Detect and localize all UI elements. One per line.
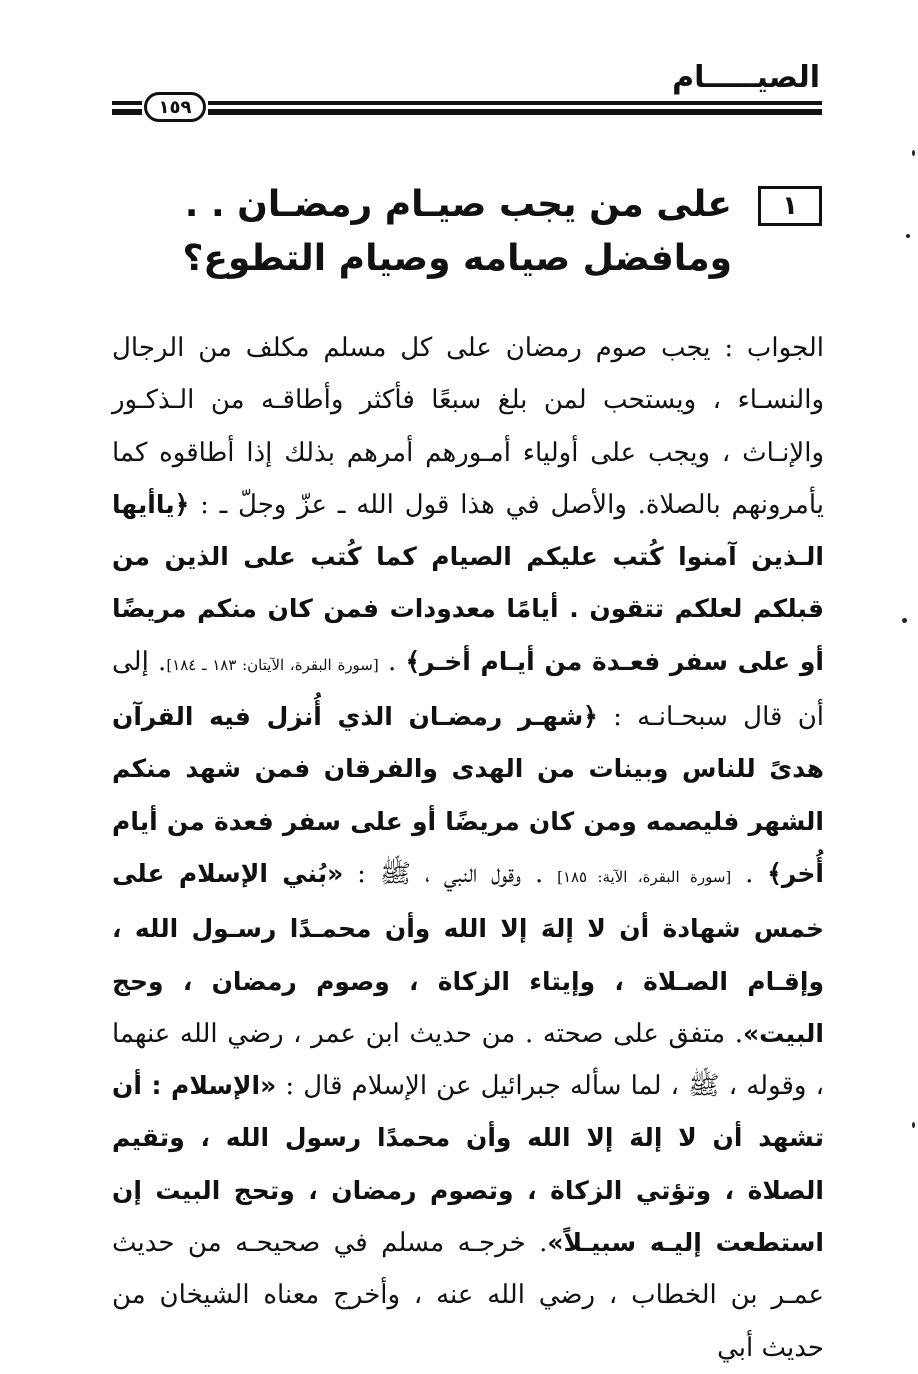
- scan-speck: [902, 618, 907, 623]
- answer-text: . خرجـه مسلم في صحيحـه من حديث عمـر بن الخطاب ، رضي الله عنه ، وأخرج معناه الشيخان من حديث أبي: [112, 1228, 824, 1363]
- quran-reference: [سورة البقرة، الآيتان: ١٨٣ ـ ١٨٤]: [166, 655, 379, 674]
- answer-text: . متفق على صحته . من حديث ابن عمر ، رضي الله عنهما ، وقوله ، ﷺ ، لما سأله جبرائيل عن الإسلام قال :: [112, 1018, 824, 1102]
- answer-text: . إلى أن قال سبحـانـه :: [112, 646, 825, 733]
- quran-reference: [سورة البقرة، الآية: ١٨٥]: [557, 867, 732, 886]
- hadith-quote: «الإسلام : أن تشهد أن لا إلهَ إلا الله وأن محمدًا رسول الله ، وتقيم الصلاة ، وتؤتي الزكاة ، وتصوم رمضان ، وتحج البيت إن استطعت إليـه سبيـلاً»: [112, 1071, 824, 1258]
- scan-speck: [906, 234, 910, 238]
- header-rule: [112, 98, 822, 120]
- scan-speck: [912, 1122, 915, 1128]
- hadith-quote: «بُني الإسلام على خمس شهادة أن لا إلهَ إلا الله وأن محمـدًا رسـول الله ، وإقـام الصـلاة ، وإيتاء الزكاة ، وصوم رمضان ، وحج البيت»: [112, 858, 824, 1048]
- page-number: ١٥٩: [144, 92, 206, 122]
- question-number-box: ١: [758, 186, 822, 226]
- answer-paragraph: الجواب : يجب صوم رمضان على كل مسلم مكلف من الرجال والنسـاء ، ويستحب لمن بلغ سبعًا فأكثر وأطاقـه من الـذكـور والإنـاث ، ويجب على أولياء أمـورهم أمرهم بذلك إذا أطاقوه كما يأمرونهم بالصلاة. والأصل في هذا قول الله ـ عزّ وجلّ ـ : ﴿ياأيها الـذين آمنوا كُتب عليكم الصيام كما كُتب على الذين من قبلكم لعلكم تتقون . أيامًا معدودات فمن كان منكم مريضًا أو على سفر فعـدة من أيـام أخـر﴾ . [سورة البقرة، الآيتان: ١٨٣ ـ ١٨٤]. إلى أن قال سبحـانـه : ﴿شهـر رمضـان الذي أُنزل فيه القرآن هدىً للناس وبينات من الهدى والفرقان فمن شهد منكم الشهر فليصمه ومن كان مريضًا أو على سفر فعدة من أيام أُخر﴾ . [سورة البقرة، الآية: ١٨٥] . وقول النبي ، ﷺ : «بُني الإسلام على خمس شهادة أن لا إلهَ إلا الله وأن محمـدًا رسـول الله ، وإقـام الصـلاة ، وإيتاء الزكاة ، وصوم رمضان ، وحج البيت». متفق على صحته . من حديث ابن عمر ، رضي الله عنهما ، وقوله ، ﷺ ، لما سأله جبرائيل عن الإسلام قال : «الإسلام : أن تشهد أن لا إلهَ إلا الله وأن محمدًا رسول الله ، وتقيم الصلاة ، وتؤتي الزكاة ، وتصوم رمضان ، وتحج البيت إن استطعت إليـه سبيـلاً». خرجـه مسلم في صحيحـه من حديث عمـر بن الخطاب ، رضي الله عنه ، وأخرج معناه الشيخان من حديث أبي: [112, 333, 825, 1363]
- answer-text: . وقول النبي ، ﷺ :: [357, 858, 544, 889]
- question-heading: على من يجب صيـام رمضـان . . ومافضل صيامه وصيام التطوع؟: [182, 184, 732, 279]
- running-head: الصيـــــام: [672, 60, 820, 95]
- quran-quote: ﴿ياأيها الـذين آمنوا كُتب عليكم الصيام كما كُتب على الذين من قبلكم لعلكم تتقون . أيامًا معدودات فمن كان منكم مريضًا أو على سفر فعـدة من أيـام أخـر﴾: [112, 489, 824, 676]
- quran-quote: ﴿شهـر رمضـان الذي أُنزل فيه القرآن هدىً للناس وبينات من الهدى والفرقان فمن شهد منكم الشهر فليصمه ومن كان مريضًا أو على سفر فعدة من أيام أُخر﴾: [112, 702, 824, 888]
- answer-text: الجواب : يجب صوم رمضان على كل مسلم مكلف من الرجال والنسـاء ، ويستحب لمن بلغ سبعًا فأكثر وأطاقـه من الـذكـور والإنـاث ، ويجب على أولياء أمـورهم أمرهم بذلك إذا أطاقوه كما يأمرونهم بالصلاة. والأصل في هذا قول الله ـ عزّ وجلّ ـ :: [112, 333, 824, 520]
- scan-speck: [912, 150, 915, 156]
